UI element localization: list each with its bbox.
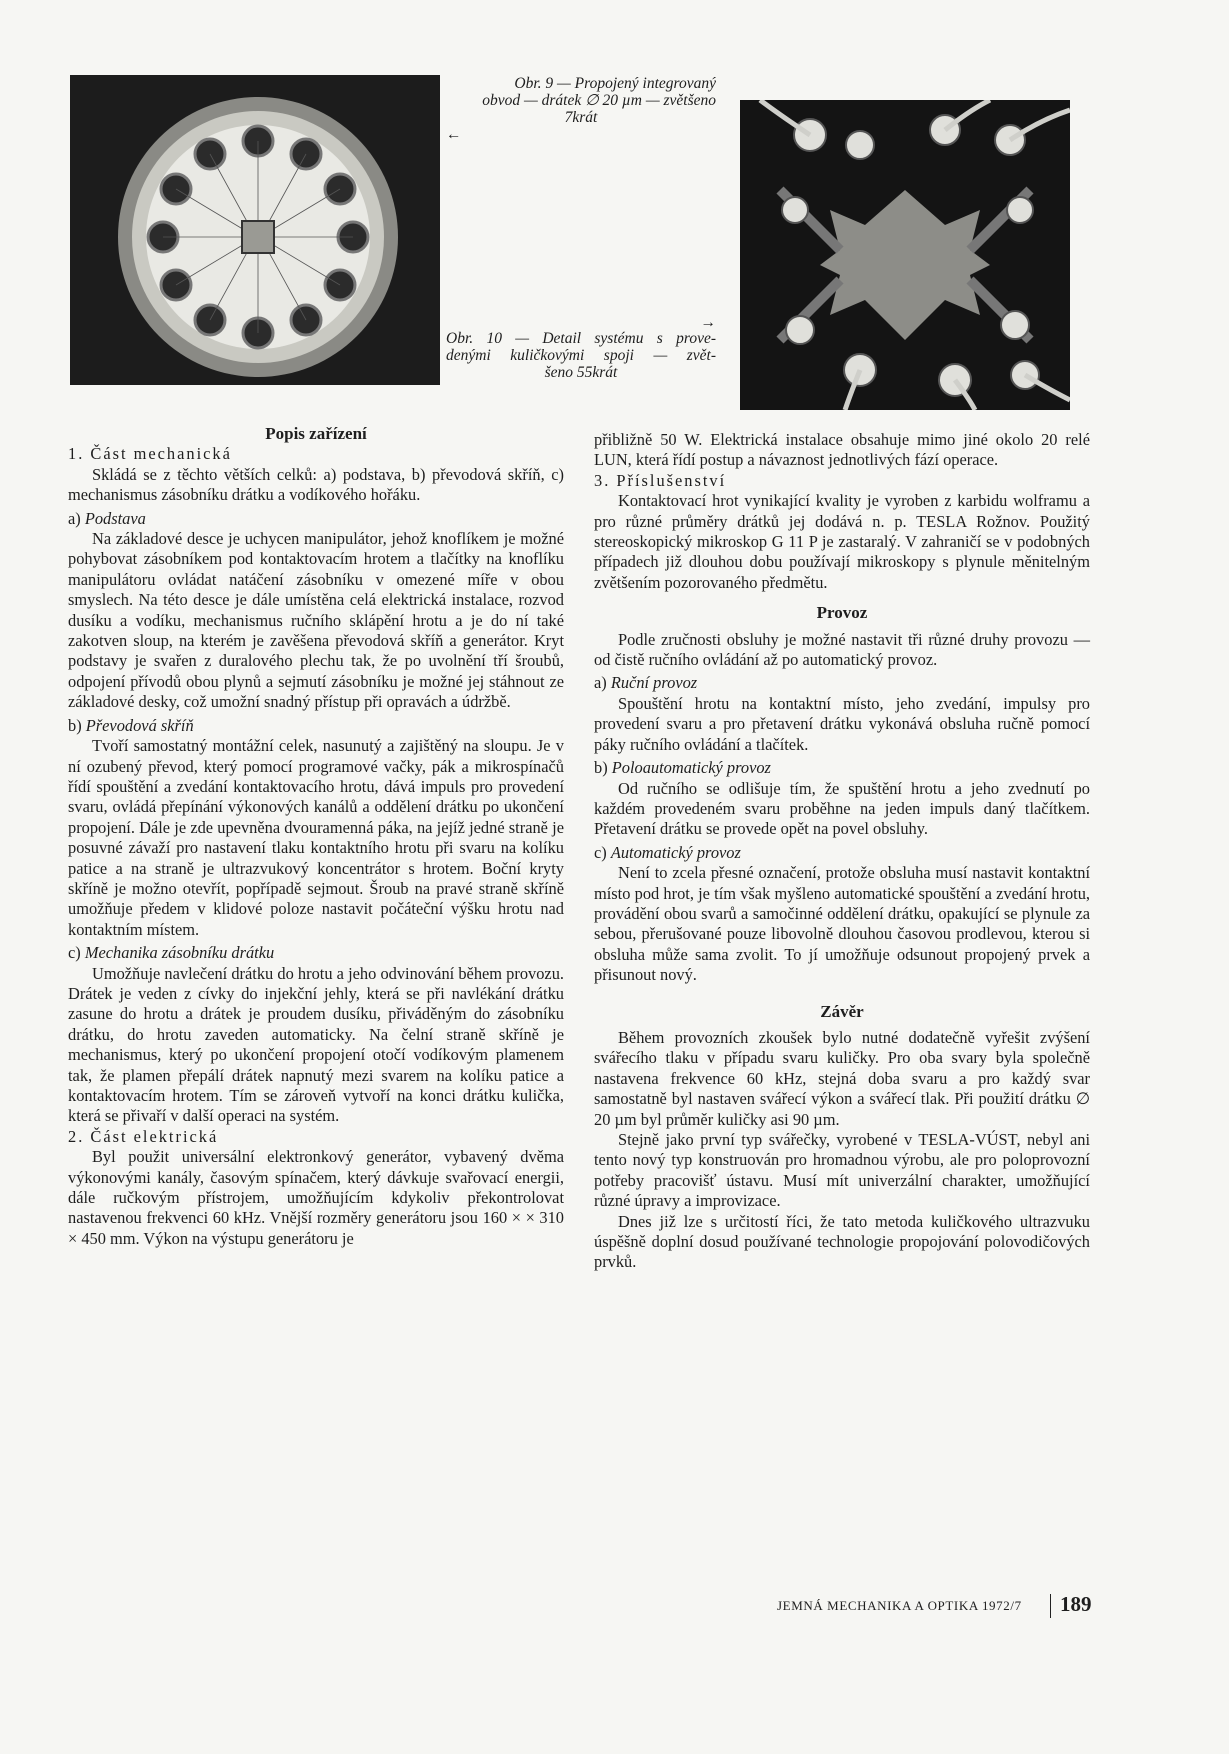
paragraph: Skládá se z těchto větších celků: a) podstava, b) převodová skříň, c) mechanismus zásobníku drátku a vodíkového hořáku. bbox=[68, 464, 564, 505]
subsection-title bbox=[68, 509, 564, 529]
item-title: Ruční provoz bbox=[610, 673, 698, 693]
caption-line: Obr. 9 — Propojený integrovaný bbox=[514, 75, 716, 92]
caption-line: denými kuličkovými spoji — zvět- bbox=[446, 347, 716, 364]
subsection-title bbox=[594, 843, 1090, 863]
paragraph: Tvoří samostatný montážní celek, nasunutý a zajištěný na sloupu. Je v ní ozubený převod, který pomocí programové vačky, pák a mikrospínačů řídí spouštění a zvedání kontaktovacího hrotu, dává impuls pro provedení svaru, ovládá přepínání výkonových kanálů a oddělení drátku po ukončení propojení. Dále je zde upevněna dvouramenná páka, na jejíž jedné straně je posuvné závaží pro nastavení tlaku kontaktního hrotu při svaru na kolíku patice a na straně je ultrazvukový koncentrátor s hrotem. Boční kryty skříně je možno otevřít, popřípadě sejmout. Šroub na pravé straně skříně umožňuje předem v klidové poloze nastavit počáteční výšku hrotu nad kontaktním místem. bbox=[68, 736, 564, 939]
left-column bbox=[68, 424, 564, 1249]
paragraph: Od ručního se odlišuje tím, že spuštění hrotu a jeho zvednutí po každém provedeném svaru proběhne na jeden impuls daný tlačítkem. Přetavení drátku se provede opět na povel obsluhy. bbox=[594, 778, 1090, 839]
paragraph: Byl použit universální elektronkový generátor, vybavený dvěma výkonovými kanály, časovým spínačem, který dávkuje svařovací energii, dále ručkovým přístrojem, umožňujícím kdykoliv překontrolovat nastavenou frekvenci 60 kHz. Vnější rozměry generátoru jsou 160 × × 310 × 450 mm. Výkon na výstupu generátoru je bbox=[68, 1147, 564, 1248]
caption-line: 7krát bbox=[564, 109, 598, 126]
subsection-heading: 3. Příslušenství bbox=[594, 470, 727, 490]
item-label: c) bbox=[594, 842, 607, 862]
footer-divider bbox=[1050, 1594, 1051, 1618]
item-label: b) bbox=[68, 715, 82, 735]
paragraph: Kontaktovací hrot vynikající kvality je vyroben z karbidu wolframu a pro různé průměry drátků jej dodává n. p. TESLA Rožnov. Použitý stereoskopický mikroskop G 11 P je zastaralý. V zahraničí se v podobných případech již dlouhou dobu používají mikroskopy s plynule měnitelným zvětšením pozorovaného předmětu. bbox=[594, 491, 1090, 592]
item-title: Mechanika zásobníku drátku bbox=[84, 943, 275, 963]
left-arrow-icon: ← bbox=[446, 126, 462, 143]
item-label: b) bbox=[594, 758, 608, 778]
subsection-heading: 2. Část elektrická bbox=[68, 1126, 219, 1146]
journal-name: JEMNÁ MECHANIKA A OPTIKA 1972/7 bbox=[777, 1598, 1022, 1613]
figure-10-photo bbox=[740, 100, 1070, 410]
paragraph: Spouštění hrotu na kontaktní místo, jeho zvedání, impulsy pro provedení svaru a pro přetavení drátku vykonává obsluha ručně pomocí páky ručního ovládání a tlačítek. bbox=[594, 693, 1090, 754]
item-label: a) bbox=[68, 508, 81, 528]
paragraph: Umožňuje navlečení drátku do hrotu a jeho odvinování během provozu. Drátek je veden z cívky do injekční jehly, která se při navlékání drátku zasune do hrotu a drátek je proudem dusíku, přiváděným do zásobníku drátku, do hrotu zaveden automaticky. Na čelní straně skříně je mechanismus, který po ukončení propojení otočí vodíkovým plamenem tak, že plamen přepálí drátek napnutý mezi svarem na kolíku patice a kontaktovacím hrotem. Tím se zároveň vytvoří na konci drátku kulička, která se přivaří v další operaci na systém. bbox=[68, 963, 564, 1126]
item-title: Automatický provoz bbox=[610, 842, 741, 862]
figure-9-caption bbox=[446, 75, 716, 143]
right-column bbox=[594, 430, 1090, 1273]
paragraph: Stejně jako první typ svářečky, vyrobené v TESLA-VÚST, nebyl ani tento nový typ konstruován pro hromadnou výrobu, ale pro poloprovozní potřeby pracovišť ústavu. Musí mít univerzální charakter, umožňující různé úpravy a improvizace. bbox=[594, 1130, 1090, 1211]
subsection-title bbox=[594, 758, 1090, 778]
paragraph: Dnes již lze s určitostí říci, že tato metoda kuličkového ultrazvuku úspěšně doplní dosud používané technologie propojování polovodičových prvků. bbox=[594, 1211, 1090, 1272]
item-label: a) bbox=[594, 673, 607, 693]
subsection-title bbox=[594, 673, 1090, 693]
subsection-heading: 1. Část mechanická bbox=[68, 444, 232, 464]
paragraph: Na základové desce je uchycen manipulátor, jehož knoflíkem je možné pohybovat zásobníkem pod kontaktovacím hrotem a tlačítky na knoflíku manipulátoru ovládat natáčení zásobníku v omezené míře v obou smyslech. Na této desce je dále umístěna celá elektrická instalace, rozvod dusíku a vodíku, mechanismus ručního sklápění hrotu a je do ní také zakotven sloup, na kterém je zavěšena převodová skříň a generátor. Kryt podstavy je svařen z duralového plechu tak, že po uvolnění tří šroubů, odpojení přívodů obou plynů a sejmutí zásobníku je možné jej stáhnout ze základové desky, což umožní snadný přístup při opravách a údržbě. bbox=[68, 529, 564, 712]
item-label: c) bbox=[68, 943, 81, 963]
section-heading: Popis zařízení bbox=[265, 424, 367, 443]
item-title: Poloautomatický provoz bbox=[611, 758, 771, 778]
integrated-circuit-image bbox=[70, 75, 440, 385]
figure-10-caption bbox=[446, 314, 716, 381]
subsection-title bbox=[68, 943, 564, 963]
page-number: 189 bbox=[1060, 1592, 1092, 1616]
item-title: Podstava bbox=[84, 508, 146, 528]
ball-bonded-chip-image bbox=[740, 100, 1070, 410]
caption-line: Obr. 10 — Detail systému s prove- bbox=[446, 330, 716, 347]
section-heading: Provoz bbox=[816, 603, 868, 623]
item-title: Převodová skříň bbox=[85, 715, 194, 735]
right-arrow-icon: → bbox=[700, 314, 716, 331]
paragraph: Podle zručnosti obsluhy je možné nastavit tři různé druhy provozu — od čistě ručního ovládání až po automatický provoz. bbox=[594, 629, 1090, 670]
caption-line: šeno 55krát bbox=[544, 364, 618, 381]
paragraph: Není to zcela přesné označení, protože obsluha musí nastavit kontaktní místo pod hrot, je tím však myšleno automatické spouštění a zvedání hrotu, provádění obou svarů a samočinné oddělení drátku, opakující se plynule za sebou, přerušované pouze libovolně dlouhou časovou prodlevou, kterou si obsluha může sama zvolit. To jí umožňuje odsunout propojený prvek a přisunout nový. bbox=[594, 863, 1090, 985]
section-heading: Závěr bbox=[820, 1001, 864, 1021]
paragraph: přibližně 50 W. Elektrická instalace obsahuje mimo jiné okolo 20 relé LUN, která řídí postup a návaznost jednotlivých fází operace. bbox=[594, 430, 1090, 470]
paragraph: Během provozních zkoušek bylo nutné dodatečně vyřešit zvýšení svářecího tlaku v případu svaru kuličky. Pro oba svary byla společně nastavena frekvence 60 kHz, stejná doba svaru a pro každý svar samostatně byl nastaven svářecí výkon a svářecí tlak. Při použití drátku ∅ 20 µm byl průměr kuličky asi 90 µm. bbox=[594, 1027, 1090, 1129]
figure-9-photo bbox=[70, 75, 440, 385]
caption-line: obvod — drátek ∅ 20 µm — zvětšeno bbox=[482, 92, 716, 109]
subsection-title bbox=[68, 716, 564, 736]
